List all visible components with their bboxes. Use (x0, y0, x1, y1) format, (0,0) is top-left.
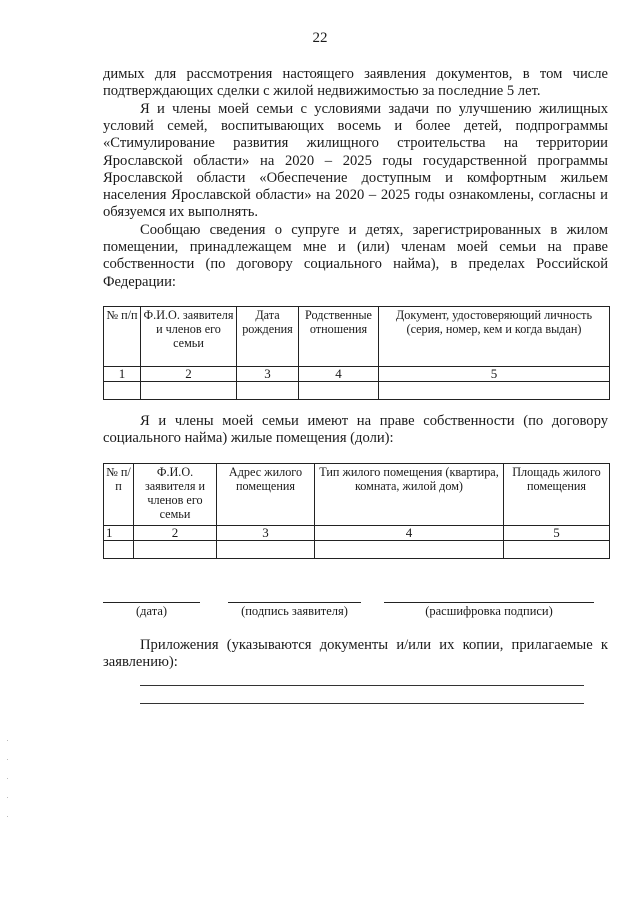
signature-line[interactable] (228, 602, 361, 603)
col-header-birthdate: Дата рождения (237, 307, 299, 367)
table-column-numbers-row (104, 367, 610, 382)
family-members-table (103, 306, 610, 400)
scan-margin-marks (7, 740, 9, 850)
table-cell[interactable] (104, 382, 141, 400)
signature-decode-label: (расшифровка подписи) (425, 604, 553, 618)
page-number: 22 (312, 30, 328, 46)
col-header-fio: Ф.И.О. заявителя и членов его семьи (134, 464, 217, 526)
date-line[interactable] (103, 602, 200, 603)
table-cell[interactable] (237, 382, 299, 400)
attachments-line-2[interactable] (140, 703, 584, 704)
col-number-2: 2 (141, 367, 237, 382)
table-header-row (104, 307, 610, 367)
col-number-2: 2 (134, 526, 217, 541)
col-number-4: 4 (315, 526, 504, 541)
property-table (103, 463, 610, 559)
col-header-address: Адрес жилого помещения (217, 464, 315, 526)
col-header-property-type: Тип жилого помещения (квартира, комната, жилой дом) (315, 464, 504, 526)
col-header-area: Площадь жилого помещения (504, 464, 610, 526)
col-number-5: 5 (379, 367, 610, 382)
table-cell[interactable] (134, 541, 217, 559)
paragraph-documents-continuation: димых для рассмотрения настоящего заявления документов, в том числе подтверждающих сделки с жилой недвижимостью за последние 5 лет. (103, 66, 608, 100)
table-cell[interactable] (104, 541, 134, 559)
col-header-relation: Родственные отношения (299, 307, 379, 367)
paragraph-conditions-agreement: Я и члены моей семьи с условиями задачи по улучшению жилищных условий семей, воспитывающих восемь и более детей, подпрограммы «Стимулирование развития жилищного строительства на территории Ярославской области» на 2020 – 2025 годы государственной программы Ярославской области «Обеспечение доступным и комфортным жильем населения Ярославской области» на 2020 – 2025 годы ознакомлены, согласны и обязуемся их выполнять. (103, 101, 608, 221)
signature-decode-line[interactable] (384, 602, 594, 603)
attachments-line-1[interactable] (140, 685, 584, 686)
table-cell[interactable] (141, 382, 237, 400)
table-cell[interactable] (315, 541, 504, 559)
col-number-1: 1 (104, 526, 134, 541)
table-cell[interactable] (379, 382, 610, 400)
table-header-row (104, 464, 610, 526)
table-column-numbers-row (104, 526, 610, 541)
paragraph-attachments: Приложения (указываются документы и/или их копии, прилагаемые к заявлению): (103, 637, 608, 671)
col-number-4: 4 (299, 367, 379, 382)
table-cell[interactable] (504, 541, 610, 559)
table-row (104, 541, 610, 559)
col-header-fio: Ф.И.О. заявителя и членов его семьи (141, 307, 237, 367)
col-number-1: 1 (104, 367, 141, 382)
col-header-number: № п/п (104, 307, 141, 367)
paragraph-property-ownership: Я и члены моей семьи имеют на праве собственности (по договору социального найма) жилые помещения (доли): (103, 413, 608, 447)
col-header-id-document: Документ, удостоверяющий личность (серия, номер, кем и когда выдан) (379, 307, 610, 367)
col-header-number: № п/п (104, 464, 134, 526)
table-row (104, 382, 610, 400)
signature-label: (подпись заявителя) (241, 604, 348, 618)
table-cell[interactable] (299, 382, 379, 400)
paragraph-family-info: Сообщаю сведения о супруге и детях, зарегистрированных в жилом помещении, принадлежащем мне и (или) членам моей семьи на праве собственности (по договору социального найма), в пределах Российской Федерации: (103, 222, 608, 290)
date-label: (дата) (135, 604, 168, 618)
col-number-5: 5 (504, 526, 610, 541)
table-cell[interactable] (217, 541, 315, 559)
col-number-3: 3 (217, 526, 315, 541)
col-number-3: 3 (237, 367, 299, 382)
